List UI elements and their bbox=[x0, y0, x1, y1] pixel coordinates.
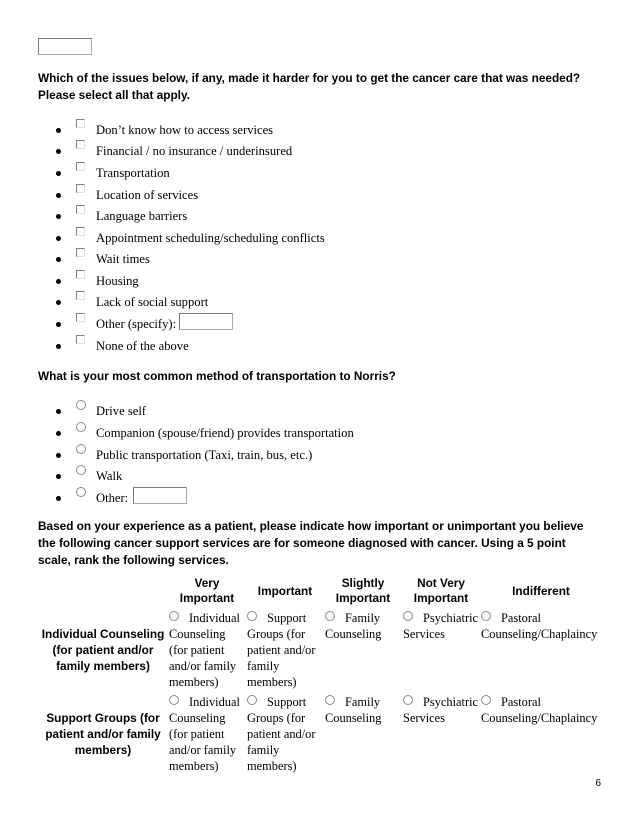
question-support-services: Based on your experience as a patient, please indicate how important or unimportant you believe the following cancer support services are for someone diagnosed with cancer. Using a 5 point scale, rank the following services. bbox=[38, 519, 584, 567]
other-specify-input[interactable] bbox=[179, 313, 233, 330]
bullet bbox=[56, 453, 61, 458]
checkbox[interactable] bbox=[76, 335, 85, 344]
cell-label: Individual Counseling (for patient and/or family members) bbox=[169, 695, 240, 773]
row-label: Individual Counseling (for patient and/or family members) bbox=[41, 627, 165, 673]
table-row bbox=[38, 608, 602, 692]
option-companion bbox=[0, 428, 600, 448]
option-walk bbox=[0, 471, 600, 491]
option-financial bbox=[0, 146, 600, 166]
checkbox[interactable] bbox=[76, 227, 85, 236]
option-label: Appointment scheduling/scheduling conflicts bbox=[96, 231, 325, 245]
bullet bbox=[56, 193, 61, 198]
bullet bbox=[56, 409, 61, 414]
support-services-grid bbox=[38, 574, 602, 776]
bullet bbox=[56, 474, 61, 479]
option-label: None of the above bbox=[96, 339, 189, 353]
option-drive-self bbox=[0, 406, 600, 426]
option-label: Other: bbox=[96, 491, 129, 505]
grid-header-row bbox=[38, 574, 602, 608]
cell-label: Family Counseling bbox=[325, 695, 382, 725]
radio-button[interactable] bbox=[403, 611, 413, 621]
radio-button[interactable] bbox=[481, 611, 491, 621]
grid-cell bbox=[246, 692, 324, 776]
option-label: Don’t know how to access services bbox=[96, 123, 274, 137]
bullet bbox=[56, 431, 61, 436]
grid-cell bbox=[480, 692, 602, 776]
option-label: Lack of social support bbox=[96, 295, 209, 309]
grid-cell bbox=[168, 608, 246, 692]
grid-cell bbox=[402, 608, 480, 692]
bullet bbox=[56, 171, 61, 176]
cell-label: Individual Counseling (for patient and/or family members) bbox=[169, 611, 240, 689]
cell-label: Psychiatric Services bbox=[403, 695, 479, 725]
checkbox[interactable] bbox=[76, 248, 85, 257]
column-very-important: Very Important bbox=[179, 576, 235, 605]
option-dont-know bbox=[0, 125, 600, 145]
checkbox[interactable] bbox=[76, 291, 85, 300]
grid-cell bbox=[324, 692, 402, 776]
grid-corner bbox=[38, 574, 168, 608]
grid-cell bbox=[402, 692, 480, 776]
grid-cell bbox=[168, 692, 246, 776]
radio-button[interactable] bbox=[169, 695, 179, 705]
option-label: Companion (spouse/friend) provides transportation bbox=[96, 426, 354, 440]
option-label: Language barriers bbox=[96, 209, 188, 223]
checkbox[interactable] bbox=[76, 140, 85, 149]
checkbox[interactable] bbox=[76, 270, 85, 279]
option-location bbox=[0, 190, 600, 210]
option-transportation bbox=[0, 168, 600, 188]
option-label: Drive self bbox=[96, 404, 147, 418]
option-label: Wait times bbox=[96, 252, 150, 266]
option-label: Public transportation (Taxi, train, bus, etc.) bbox=[96, 448, 313, 462]
bullet bbox=[56, 300, 61, 305]
grid-cell bbox=[480, 608, 602, 692]
top-text-input[interactable] bbox=[38, 38, 92, 55]
radio-button[interactable] bbox=[76, 465, 86, 475]
radio-button[interactable] bbox=[76, 444, 86, 454]
option-label: Location of services bbox=[96, 188, 199, 202]
cell-label: Pastoral Counseling/Chaplaincy bbox=[481, 695, 598, 725]
option-other bbox=[0, 319, 600, 339]
option-label: Other (specify): bbox=[96, 317, 177, 331]
other-transport-input[interactable] bbox=[133, 487, 187, 504]
question-care-barriers: Which of the issues below, if any, made it harder for you to get the cancer care that was needed? Please select all that apply. bbox=[38, 71, 581, 102]
option-none bbox=[0, 341, 600, 361]
radio-button[interactable] bbox=[403, 695, 413, 705]
radio-button[interactable] bbox=[247, 611, 257, 621]
radio-button[interactable] bbox=[76, 487, 86, 497]
checkbox[interactable] bbox=[76, 162, 85, 171]
option-scheduling bbox=[0, 233, 600, 253]
grid-cell bbox=[324, 608, 402, 692]
bullet bbox=[56, 128, 61, 133]
option-social-support bbox=[0, 297, 600, 317]
column-slightly-important: Slightly Important bbox=[335, 576, 391, 605]
option-language bbox=[0, 211, 600, 231]
option-wait-times bbox=[0, 254, 600, 274]
bullet bbox=[56, 279, 61, 284]
option-label: Transportation bbox=[96, 166, 170, 180]
option-label: Financial / no insurance / underinsured bbox=[96, 144, 293, 158]
page-number: 6 bbox=[595, 778, 601, 789]
bullet bbox=[56, 496, 61, 501]
bullet bbox=[56, 214, 61, 219]
column-indifferent: Indifferent bbox=[512, 583, 570, 598]
column-important: Important bbox=[257, 583, 313, 598]
bullet bbox=[56, 344, 61, 349]
cell-label: Support Groups (for patient and/or family members) bbox=[247, 695, 316, 773]
radio-button[interactable] bbox=[76, 422, 86, 432]
checkbox[interactable] bbox=[76, 205, 85, 214]
bullet bbox=[56, 257, 61, 262]
cell-label: Family Counseling bbox=[325, 611, 382, 641]
option-label: Housing bbox=[96, 274, 139, 288]
row-label: Support Groups (for patient and/or family members) bbox=[45, 711, 161, 757]
column-not-very-important: Not Very Important bbox=[413, 576, 469, 605]
bullet bbox=[56, 322, 61, 327]
question-transportation-method: What is your most common method of transportation to Norris? bbox=[38, 369, 396, 383]
option-label: Walk bbox=[96, 469, 123, 483]
bullet bbox=[56, 236, 61, 241]
option-public-transport bbox=[0, 450, 600, 470]
bullet bbox=[56, 149, 61, 154]
radio-button[interactable] bbox=[325, 695, 335, 705]
option-other-transport bbox=[0, 493, 600, 513]
checkbox[interactable] bbox=[76, 184, 85, 193]
radio-button[interactable] bbox=[76, 400, 86, 410]
option-housing bbox=[0, 276, 600, 296]
radio-button[interactable] bbox=[325, 611, 335, 621]
radio-button[interactable] bbox=[481, 695, 491, 705]
checkbox[interactable] bbox=[76, 119, 85, 128]
radio-button[interactable] bbox=[247, 695, 257, 705]
radio-button[interactable] bbox=[169, 611, 179, 621]
cell-label: Psychiatric Services bbox=[403, 611, 479, 641]
grid-cell bbox=[246, 608, 324, 692]
checkbox[interactable] bbox=[76, 313, 85, 322]
cell-label: Pastoral Counseling/Chaplaincy bbox=[481, 611, 598, 641]
table-row bbox=[38, 692, 602, 776]
cell-label: Support Groups (for patient and/or family members) bbox=[247, 611, 316, 689]
